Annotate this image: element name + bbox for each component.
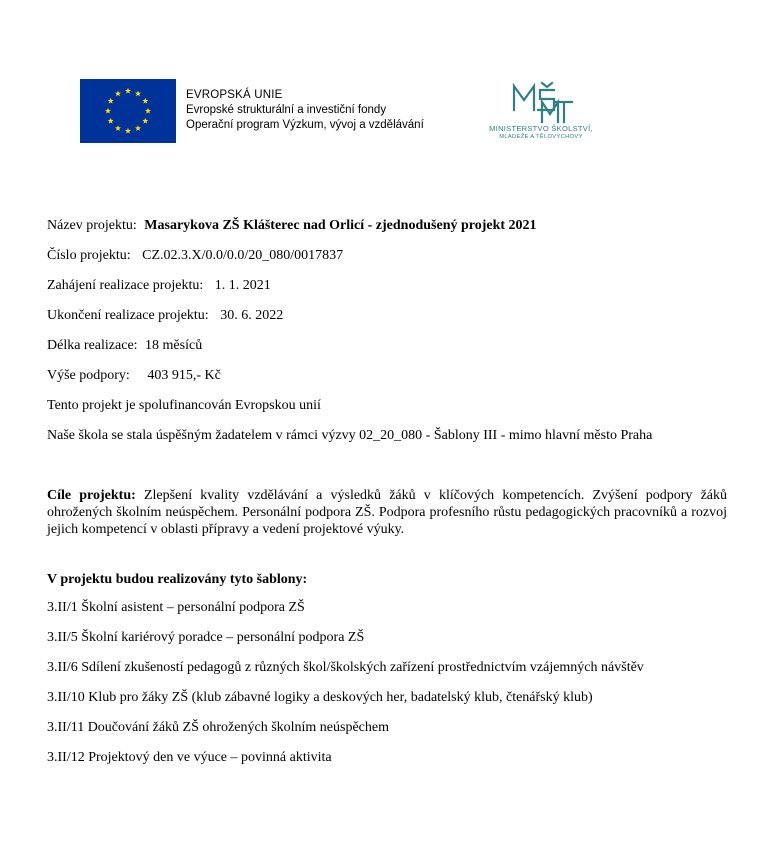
project-duration-label: Délka realizace:	[47, 338, 138, 353]
project-cofinanced-line: Tento projekt je spolufinancován Evropskou unií	[47, 398, 321, 413]
template-item: 3.II/10 Klub pro žáky ZŠ (klub zábavné logiky a deskových her, badatelský klub, čtenářský klub)	[47, 690, 593, 705]
project-name-value: Masarykova ZŠ Klášterec nad Orlicí - zjednodušený projekt 2021	[144, 218, 537, 233]
eu-logo-line-2: Evropské strukturální a investiční fondy	[186, 104, 387, 116]
msmt-caption	[476, 124, 606, 141]
project-start-label: Zahájení realizace projektu:	[47, 278, 204, 293]
goals-text: Zlepšení kvality vzdělávání a výsledků žáků v klíčových kompetencích. Zvýšení podpory žáků ohrožených školním neúspěchem. Personální podpora ZŠ. Podpora profesního růstu pedagogických pracovníků a rozvoj jejich kompetencí v oblasti přípravy a vedení projektové výuky.	[47, 488, 727, 537]
templates-heading: V projektu budou realizovány tyto šablony:	[47, 572, 308, 587]
msmt-caption-line-2: MLÁDEŽE A TĚLOVÝCHOVY	[499, 134, 583, 140]
goals-label: Cíle projektu:	[47, 488, 136, 503]
project-duration-value: 18 měsíců	[145, 338, 203, 353]
template-item: 3.II/1 Školní asistent – personální podpora ZŠ	[47, 600, 305, 615]
project-duration-line	[47, 337, 202, 354]
eu-logo-text	[186, 88, 424, 133]
project-applicant-line: Naše škola se stala úspěšným žadatelem v rámci výzvy 02_20_080 - Šablony III - mimo hlavní město Praha	[47, 428, 653, 443]
project-number-line	[47, 247, 343, 264]
template-item: 3.II/5 Školní kariérový poradce – personální podpora ZŠ	[47, 630, 365, 645]
eu-logo-line-1: EVROPSKÁ UNIE	[186, 89, 283, 101]
project-support-value: 403 915,- Kč	[147, 368, 221, 383]
project-name-label: Název projektu:	[47, 218, 137, 233]
project-number-label: Číslo projektu:	[47, 248, 131, 263]
goals-paragraph	[47, 487, 727, 538]
eu-flag-icon	[80, 79, 176, 143]
project-end-line	[47, 307, 283, 324]
project-end-value: 30. 6. 2022	[220, 308, 284, 323]
template-item: 3.II/12 Projektový den ve výuce – povinná aktivita	[47, 750, 332, 765]
project-start-value: 1. 1. 2021	[214, 278, 271, 293]
project-support-label: Výše podpory:	[47, 368, 130, 383]
project-name-line	[47, 217, 537, 234]
template-item: 3.II/6 Sdílení zkušeností pedagogů z různých škol/školských zařízení prostřednictvím vzájemných návštěv	[47, 660, 644, 675]
msmt-caption-line-1: MINISTERSTVO ŠKOLSTVÍ,	[489, 124, 593, 133]
project-support-line	[47, 367, 221, 384]
project-number-value: CZ.02.3.X/0.0/0.0/20_080/0017837	[142, 248, 344, 263]
template-item: 3.II/11 Doučování žáků ZŠ ohrožených školním neúspěchem	[47, 720, 390, 735]
project-end-label: Ukončení realizace projektu:	[47, 308, 209, 323]
eu-logo-line-3: Operační program Výzkum, vývoj a vzdělávání	[186, 119, 424, 131]
project-start-line	[47, 277, 271, 294]
